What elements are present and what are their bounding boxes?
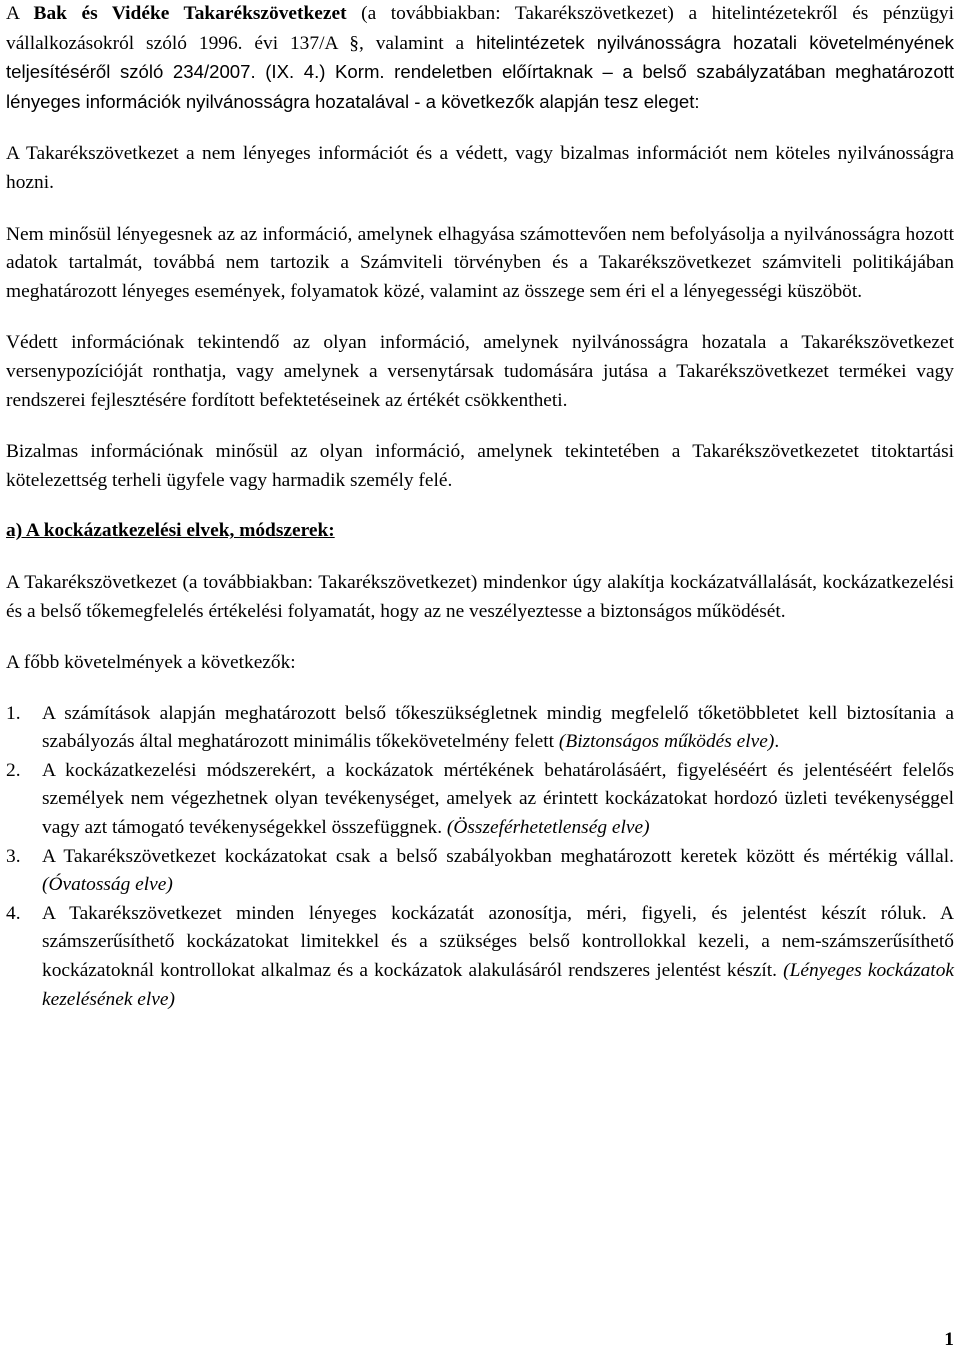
paragraph-protected-info: Védett információnak tekintendő az olyan információ, amelynek nyilvánosságra hozatala a Takarékszövetkezet versenypozícióját ronthatja, vagy amelynek a versenytársak tudomására jutása a Takarékszövetkezet termékei vagy rendszerei fejlesztésére fordított befektetéseinek az értékét csökkentheti. <box>6 332 954 411</box>
intro-rest-serif: (a továbbiakban: Takarékszövetkezet) a hitelintézetekről és pénzügyi vállalkozásokról szóló 1996. évi 137/A §, valamint a <box>6 3 954 54</box>
list-item <box>6 700 954 757</box>
list-item-body: A kockázatkezelési módszerekért, a kockázatok mértékének behatárolásáért, figyeléséért és jelentéséért felelős személyek nem végezhetnek olyan tevékenységet, amelyek az érintett kockázatokat hordozó üzleti tevékenységgel vagy azt támogató tevékenységekkel összefüggnek. <box>42 759 954 839</box>
list-item-principle: (Lényeges kockázatok kezelésének elve) <box>42 960 954 1010</box>
list-item-principle: (Összeférhetetlenség elve) <box>446 817 650 839</box>
paragraph-risk-taking: A Takarékszövetkezet (a továbbiakban: Takarékszövetkezet) mindenkor úgy alakítja kockázatvállalását, kockázatkezelési és a belső tőkemegfelelés értékelési folyamatát, hogy az ne veszélyeztesse a biztonságos működését. <box>6 571 954 622</box>
list-item-body: A Takarékszövetkezet minden lényeges kockázatát azonosítja, méri, figyeli, és jelentést készít róluk. A számszerűsíthető kockázatokat limitekkel és a szükséges belső kontrollokkal kezeli, a nem-számszerűsíthető kockázatoknál kontrollokat alkalmaz és a kockázatok alakulásáról rendszeres jelentést készít. <box>42 902 954 982</box>
list-item-principle: (Óvatosság elve) <box>42 874 173 896</box>
list-item-text <box>42 900 954 1014</box>
list-item-body: A Takarékszövetkezet kockázatokat csak a belső szabályokban meghatározott keretek között és mértékig vállal. <box>42 845 954 867</box>
list-item-number: 1. <box>6 702 21 724</box>
list-item <box>6 900 954 1014</box>
list-item-number: 4. <box>6 902 21 924</box>
document-page <box>6 0 954 1014</box>
requirements-list <box>6 700 954 1015</box>
list-item-tail: . <box>774 731 780 753</box>
paragraph-confidential-info: Bizalmas információnak minősül az olyan információ, amelynek tekintetében a Takarékszövetkezetet titoktartási kötelezettség terheli ügyfele vagy harmadik személy felé. <box>6 441 954 491</box>
list-item-text <box>42 757 954 843</box>
paragraph-non-material-info: A Takarékszövetkezet a nem lényeges információt és a védett, vagy bizalmas információt nem köteles nyilvánosságra hozni. <box>6 143 954 193</box>
list-item-principle: (Biztonságos működés elve) <box>558 731 775 753</box>
list-item <box>6 757 954 843</box>
intro-rest-sans: hitelintézetek nyilvánosságra hozatali követelményének teljesítéséről szóló 234/2007. (IX. 4.) Korm. rendeletben előírtaknak – a belső szabályzatában meghatározott lényeges információk nyilvánosságra hozatalával - a következők alapján tesz eleget: <box>6 31 954 112</box>
list-item <box>6 843 954 900</box>
list-item-body: A számítások alapján meghatározott belső tőkeszükségletnek mindig megfelelő tőketöbbletet kell biztosítania a szabályozás által meghatározott minimális tőkekövetelmény felett <box>42 702 954 753</box>
intro-paragraph <box>6 0 954 117</box>
list-item-number: 2. <box>6 759 21 781</box>
section-heading <box>6 517 954 546</box>
list-item-text <box>42 843 954 900</box>
list-item-text <box>42 700 954 757</box>
section-heading-text: a) A kockázatkezelési elvek, módszerek: <box>6 520 335 542</box>
list-item-number: 3. <box>6 845 21 867</box>
paragraph-requirements-intro: A főbb követelmények a következők: <box>6 652 296 674</box>
intro-lead: A <box>6 3 34 24</box>
page-number: 1 <box>944 1329 954 1350</box>
paragraph-materiality: Nem minősül lényegesnek az az információ, amelynek elhagyása számottevően nem befolyásolja a nyilvánosságra hozott adatok tartalmát, továbbá nem tartozik a Számviteli törvényben és a Takarékszövetkezet számviteli politikájában meghatározott lényeges események, folyamatok közé, valamint az összege sem éri el a lényegességi küszöböt. <box>6 223 954 302</box>
cooperative-name: Bak és Vidéke Takarékszövetkezet <box>33 3 347 24</box>
